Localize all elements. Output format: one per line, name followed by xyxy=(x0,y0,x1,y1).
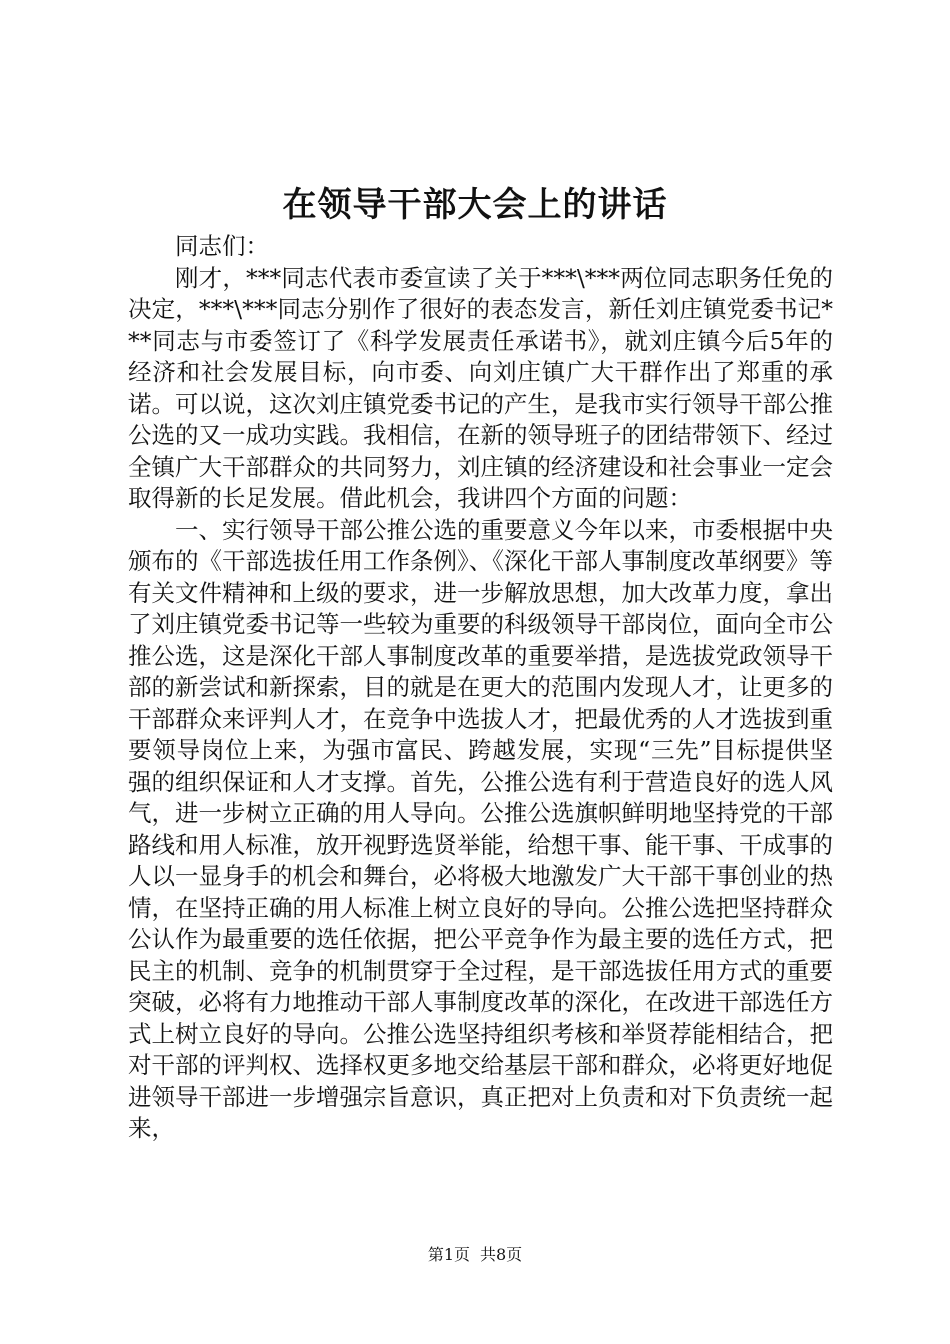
body-paragraph: 刚才，***同志代表市委宣读了关于***\***两位同志职务任免的决定，***\***同志分别作了很好的表态发言，新任刘庄镇党委书记***同志与市委签订了《科学发展责任承诺书》，就刘庄镇今后5年的经济和社会发展目标，向市委、向刘庄镇广大干群作出了郑重的承诺。可以说，这次刘庄镇党委书记的产生，是我市实行领导干部公推公选的又一成功实践。我相信，在新的领导班子的团结带领下、经过全镇广大干部群众的共同努力，刘庄镇的经济建设和社会事业一定会取得新的长足发展。借此机会，我讲四个方面的问题： xyxy=(128,263,833,512)
page-number: 第1页 xyxy=(427,1245,470,1264)
document-body xyxy=(128,231,833,1145)
document-title: 在领导干部大会上的讲话 xyxy=(282,185,668,225)
body-paragraph: 一、实行领导干部公推公选的重要意义今年以来，市委根据中央颁布的《干部选拔任用工作条例》、《深化干部人事制度改革纲要》等有关文件精神和上级的要求，进一步解放思想，加大改革力度，拿出了刘庄镇党委书记等一些较为重要的科级领导干部岗位，面向全市公推公选，这是深化干部人事制度改革的重要举措，是选拔党政领导干部的新尝试和新探索，目的就是在更大的范围内发现人才，让更多的干部群众来评判人才，在竞争中选拔人才，把最优秀的人才选拔到重要领导岗位上来，为强市富民、跨越发展，实现“三先”目标提供坚强的组织保证和人才支撑。首先，公推公选有利于营造良好的选人风气，进一步树立正确的用人导向。公推公选旗帜鲜明地坚持党的干部路线和用人标准，放开视野选贤举能，给想干事、能干事、干成事的人以一显身手的机会和舞台，必将极大地激发广大干部干事创业的热情，在坚持正确的用人标准上树立良好的导向。公推公选把坚持群众公认作为最重要的选任依据，把公平竞争作为最主要的选任方式，把民主的机制、竞争的机制贯穿于全过程，是干部选拔任用方式的重要突破，必将有力地推动干部人事制度改革的深化，在改进干部选任方式上树立良好的导向。公推公选坚持组织考核和举贤荐能相结合，把对干部的评判权、选择权更多地交给基层干部和群众，必将更好地促进领导干部进一步增强宗旨意识，真正把对上负责和对下负责统一起来， xyxy=(128,515,833,1142)
salutation-paragraph: 同志们： xyxy=(175,232,269,260)
page-total: 共8页 xyxy=(480,1245,523,1264)
page-footer xyxy=(0,1244,950,1266)
